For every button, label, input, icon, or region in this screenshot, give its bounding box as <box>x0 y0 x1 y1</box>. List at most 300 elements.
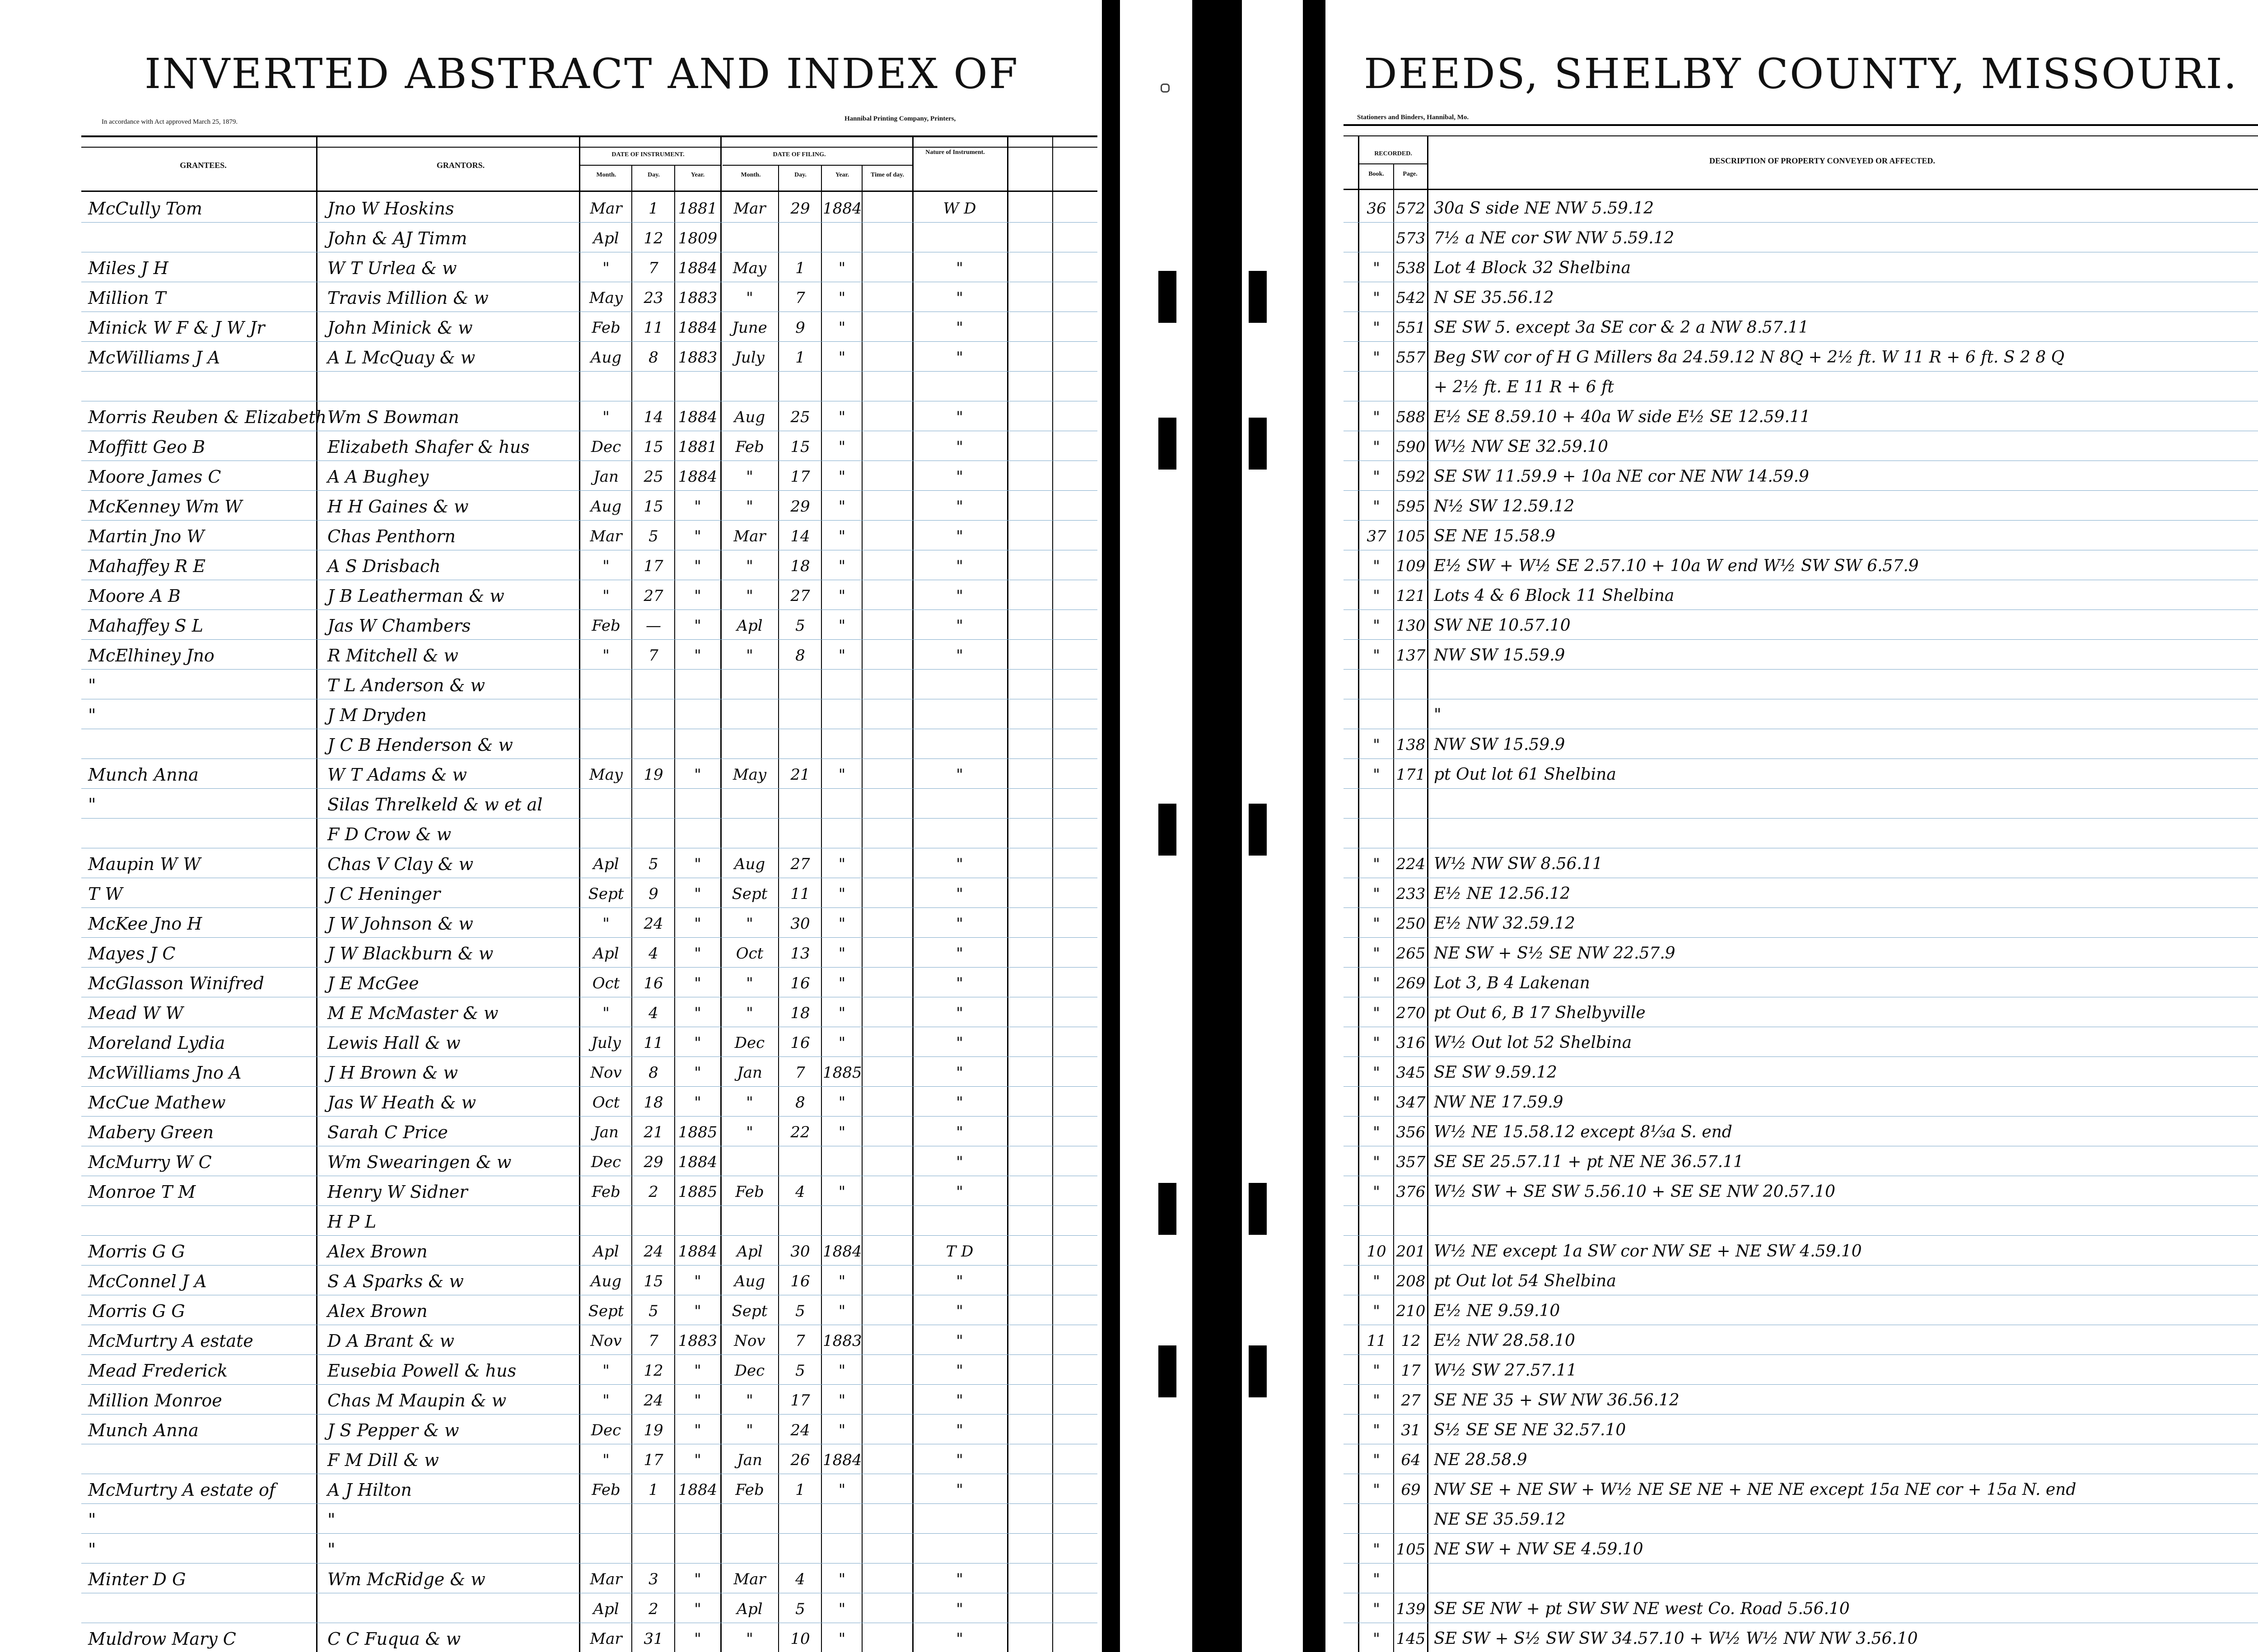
page-cell: 137 <box>1396 647 1426 665</box>
grantee-cell <box>88 227 314 248</box>
book-cell <box>1360 674 1393 695</box>
description-cell: W½ NW SE 32.59.10 <box>1434 437 1608 456</box>
description-cell: E½ NE 9.59.10 <box>1434 1302 1560 1320</box>
instrument-day-cell: 29 <box>644 1153 663 1171</box>
filing-day-cell: 16 <box>790 1272 810 1290</box>
description-cell: SE SE 25.57.11 + pt NE NE 36.57.11 <box>1434 1153 1744 1171</box>
filing-day-cell: 14 <box>790 527 810 545</box>
page-cell <box>1395 1210 1427 1232</box>
grantor-cell: Henry W Sidner <box>327 1182 468 1202</box>
table-row <box>0 1627 1097 1649</box>
filing-day-cell <box>780 733 821 755</box>
grantor-cell: Chas V Clay & w <box>327 854 474 874</box>
instrument-day-cell <box>633 376 674 397</box>
grantee-cell <box>88 733 314 755</box>
filing-year-cell: " <box>838 527 846 545</box>
ruled-line <box>1344 490 2258 491</box>
grantor-cell: Travis Million & w <box>327 288 489 308</box>
filing-day-cell: 7 <box>795 1064 805 1082</box>
ruled-line <box>1344 1235 2258 1236</box>
instrument-year-cell: " <box>694 647 701 665</box>
description-cell: SE SE NW + pt SW SW NE west Co. Road 5.56.10 <box>1434 1600 1850 1618</box>
instrument-month-cell: Jan <box>593 468 619 486</box>
description-cell: W½ SW 27.57.11 <box>1434 1361 1577 1380</box>
filing-year-cell: " <box>838 1004 846 1022</box>
nature-cell: " <box>956 647 963 665</box>
filing-year-cell: " <box>838 408 846 426</box>
punch-hole <box>1249 804 1267 856</box>
book-cell: " <box>1373 1004 1380 1022</box>
filing-year-cell <box>823 674 861 695</box>
grantor-cell: J C Heninger <box>327 884 441 904</box>
book-cell: " <box>1373 1272 1380 1290</box>
grantor-cell: H P L <box>327 1212 377 1232</box>
description-cell: S½ SE SE NE 32.57.10 <box>1434 1421 1626 1439</box>
description-cell: Lot 3, B 4 Lakenan <box>1434 974 1590 992</box>
instrument-year-cell: 1809 <box>678 229 718 247</box>
grantor-cell: H H Gaines & w <box>327 497 469 517</box>
ruled-line <box>1344 1533 2258 1534</box>
filing-day-cell: 1 <box>795 349 805 367</box>
filing-day-cell: 26 <box>790 1451 810 1469</box>
filing-year-cell <box>823 1210 861 1232</box>
page-cell: 588 <box>1396 408 1426 426</box>
inst-year-header: Year. <box>690 172 705 178</box>
instrument-year-cell: " <box>694 974 701 992</box>
book-cell: " <box>1373 974 1380 992</box>
ruled-line <box>1344 1563 2258 1564</box>
page-cell <box>1395 674 1427 695</box>
book-cell <box>1360 1508 1393 1530</box>
filing-day-cell: 8 <box>795 1094 805 1112</box>
page-header: Page. <box>1403 171 1418 177</box>
filing-month-cell: " <box>746 1421 753 1439</box>
table-row <box>1325 763 2258 785</box>
instrument-day-cell: 8 <box>648 1064 658 1082</box>
filing-day-cell: 17 <box>790 1391 810 1410</box>
filing-day-cell <box>780 823 821 844</box>
filing-year-cell: " <box>838 1272 846 1290</box>
grantee-cell: Minick W F & J W Jr <box>88 318 265 338</box>
description-cell: Lots 4 & 6 Block 11 Shelbina <box>1434 586 1675 605</box>
table-row <box>1325 1597 2258 1619</box>
ruled-line <box>81 1056 1097 1057</box>
book-cell: " <box>1373 1481 1380 1499</box>
grantor-cell: D A Brant & w <box>327 1331 455 1351</box>
page-cell <box>1395 793 1427 814</box>
filing-month-cell <box>723 703 777 725</box>
grantor-cell: C C Fuqua & w <box>327 1629 461 1649</box>
filing-year-cell: " <box>838 319 846 337</box>
instrument-month-cell <box>582 733 630 755</box>
table-row <box>0 1121 1097 1142</box>
description-cell: N½ SW 12.59.12 <box>1434 497 1575 516</box>
description-cell: SE NE 15.58.9 <box>1434 527 1556 545</box>
description-cell: NE 28.58.9 <box>1434 1451 1527 1469</box>
filing-month-cell: Dec <box>734 1362 765 1380</box>
table-row <box>1325 614 2258 636</box>
grantor-cell: W T Urlea & w <box>327 258 457 278</box>
table-row <box>0 882 1097 904</box>
filing-month-cell <box>723 376 777 397</box>
filing-year-cell: " <box>838 1481 846 1499</box>
grantor-cell: Alex Brown <box>327 1301 428 1321</box>
grantee-cell: Moore A B <box>88 586 181 606</box>
instrument-month-cell: " <box>602 1004 610 1022</box>
punch-hole <box>1158 418 1176 470</box>
filing-month-cell: " <box>746 1123 753 1141</box>
book-cell: " <box>1373 1570 1380 1588</box>
instrument-month-cell <box>582 376 630 397</box>
filing-day-cell: 30 <box>790 1242 810 1261</box>
filing-month-cell: " <box>746 647 753 665</box>
grantee-cell: Million T <box>88 288 166 308</box>
description-cell: + 2½ ft. E 11 R + 6 ft <box>1434 378 1614 396</box>
nature-cell: " <box>956 587 963 605</box>
instrument-year-cell <box>676 703 719 725</box>
table-row <box>1325 1538 2258 1559</box>
book-cell: " <box>1373 557 1380 575</box>
punch-hole <box>1249 271 1267 323</box>
inst-day-header: Day. <box>648 172 660 178</box>
filing-day-cell <box>780 1150 821 1172</box>
page-cell: 130 <box>1396 617 1426 635</box>
filing-day-cell: 9 <box>795 319 805 337</box>
ruled-line <box>1344 1503 2258 1504</box>
table-row <box>0 1508 1097 1530</box>
table-row <box>0 1597 1097 1619</box>
nature-cell <box>914 1210 1005 1232</box>
grantee-cell: McElhiney Jno <box>88 646 215 665</box>
left-page-title: INVERTED ABSTRACT AND INDEX OF <box>145 50 1019 98</box>
page-cell: 538 <box>1396 259 1426 277</box>
grantee-cell: Moreland Lydia <box>88 1033 225 1053</box>
instrument-month-cell: " <box>602 587 610 605</box>
book-cell: " <box>1373 408 1380 426</box>
book-cell: " <box>1373 259 1380 277</box>
instrument-day-cell: 4 <box>648 945 658 963</box>
table-row <box>0 256 1097 278</box>
filing-year-cell: 1884 <box>823 200 862 218</box>
nature-cell: " <box>956 408 963 426</box>
filing-year-cell: " <box>838 587 846 605</box>
table-row <box>1325 197 2258 219</box>
table-row <box>0 197 1097 219</box>
filing-year-cell: " <box>838 349 846 367</box>
instrument-day-cell: 3 <box>648 1570 658 1588</box>
instrument-year-cell: " <box>694 498 701 516</box>
filing-year-cell: " <box>838 885 846 903</box>
filing-year-cell: " <box>838 438 846 456</box>
filing-month-cell: " <box>746 915 753 933</box>
filing-day-cell <box>780 227 821 248</box>
nature-cell: " <box>956 1153 963 1171</box>
instrument-year-cell: " <box>694 1391 701 1410</box>
instrument-month-cell: " <box>602 1391 610 1410</box>
nature-cell: " <box>956 1004 963 1022</box>
filing-month-cell: May <box>732 766 767 784</box>
nature-cell: " <box>956 1272 963 1290</box>
book-cell: " <box>1373 1391 1380 1410</box>
ruled-line <box>81 788 1097 789</box>
instrument-year-cell: 1884 <box>678 408 718 426</box>
grantor-cell: Wm McRidge & w <box>327 1569 485 1589</box>
filing-year-cell: 1884 <box>823 1242 862 1261</box>
page-cell <box>1395 703 1427 725</box>
nature-cell: " <box>956 1600 963 1618</box>
description-cell: E½ SE 8.59.10 + 40a W side E½ SE 12.59.11 <box>1434 408 1810 426</box>
grantee-cell: McWilliams Jno A <box>88 1063 242 1083</box>
grantor-cell <box>327 1597 580 1619</box>
table-row <box>0 1001 1097 1023</box>
ruled-line <box>1344 818 2258 819</box>
page-cell: 138 <box>1396 736 1426 754</box>
filing-day-cell <box>780 1210 821 1232</box>
table-row <box>0 525 1097 546</box>
table-row <box>0 733 1097 755</box>
book-cell <box>1360 227 1393 248</box>
instrument-day-cell: 11 <box>644 319 663 337</box>
table-row <box>0 1240 1097 1261</box>
grantee-cell: Morris G G <box>88 1301 185 1321</box>
page-cell: 139 <box>1396 1600 1426 1618</box>
filing-month-cell: Dec <box>734 1034 765 1052</box>
table-row <box>1325 1359 2258 1381</box>
table-row <box>1325 316 2258 338</box>
table-row <box>0 614 1097 636</box>
table-row <box>1325 1478 2258 1500</box>
punch-hole <box>1158 804 1176 856</box>
filing-day-cell: 8 <box>795 647 805 665</box>
grantee-cell <box>88 1597 314 1619</box>
filing-year-cell: " <box>838 1302 846 1320</box>
instrument-day-cell: 2 <box>648 1183 658 1201</box>
filing-day-cell: 7 <box>795 289 805 307</box>
book-cell: " <box>1373 1362 1380 1380</box>
instrument-year-cell <box>676 1210 719 1232</box>
instrument-day-cell: 12 <box>644 229 663 247</box>
instrument-month-cell: Feb <box>592 617 620 635</box>
page-cell: 542 <box>1396 289 1426 307</box>
grantee-cell: McMurtry A estate of <box>88 1480 275 1500</box>
filing-month-cell: " <box>746 1094 753 1112</box>
description-cell: W½ SW + SE SW 5.56.10 + SE SE NW 20.57.10 <box>1434 1182 1836 1201</box>
filing-month-cell: Mar <box>733 527 766 545</box>
filing-month-cell: Aug <box>734 1272 765 1290</box>
nature-cell: " <box>956 1391 963 1410</box>
filing-year-cell: " <box>838 647 846 665</box>
grantee-cell: " <box>88 795 96 814</box>
right-ledger-page <box>1325 0 2258 1652</box>
page-cell <box>1395 376 1427 397</box>
grantee-cell: Mahaffey S L <box>88 616 203 636</box>
page-cell: 105 <box>1396 1540 1426 1559</box>
instrument-year-cell: 1883 <box>678 1332 718 1350</box>
filing-year-cell <box>823 227 861 248</box>
punch-hole <box>1249 1183 1267 1235</box>
description-cell: NE SW + S½ SE NW 22.57.9 <box>1434 944 1675 963</box>
table-row <box>0 227 1097 248</box>
punch-hole <box>1249 1345 1267 1397</box>
instrument-month-cell: Oct <box>592 974 620 992</box>
filing-month-cell: Mar <box>733 200 766 218</box>
table-row <box>0 1270 1097 1291</box>
stationer-notice: Stationers and Binders, Hannibal, Mo. <box>1357 114 1469 121</box>
instrument-month-cell: Apl <box>593 855 619 873</box>
table-row <box>1325 584 2258 606</box>
instrument-year-cell <box>676 1538 719 1559</box>
grantee-cell: Moffitt Geo B <box>88 437 205 457</box>
grantor-cell: J C B Henderson & w <box>327 735 513 755</box>
instrument-year-cell <box>676 1508 719 1530</box>
filing-month-cell: Aug <box>734 408 765 426</box>
ruled-line <box>81 639 1097 640</box>
description-cell: E½ NW 28.58.10 <box>1434 1331 1575 1350</box>
ruled-line <box>81 371 1097 372</box>
table-row <box>1325 1389 2258 1410</box>
nature-cell: W D <box>943 200 976 218</box>
grantor-cell: Lewis Hall & w <box>327 1033 461 1053</box>
grantor-cell: Jas W Chambers <box>327 616 471 636</box>
grantee-cell: Miles J H <box>88 258 168 278</box>
filing-day-cell <box>780 1508 821 1530</box>
grantee-cell: Munch Anna <box>88 765 199 785</box>
grantee-cell: Martin Jno W <box>88 526 205 546</box>
description-cell: E½ NW 32.59.12 <box>1434 914 1575 933</box>
table-row <box>0 1538 1097 1559</box>
table-row <box>0 376 1097 397</box>
instrument-day-cell: 1 <box>648 200 658 218</box>
description-cell: N SE 35.56.12 <box>1434 289 1554 307</box>
instrument-day-cell: 17 <box>644 1451 663 1469</box>
table-row <box>1325 1508 2258 1530</box>
filing-month-cell: Oct <box>736 945 764 963</box>
grantor-cell: Eusebia Powell & hus <box>327 1361 517 1381</box>
instrument-year-cell: " <box>694 915 701 933</box>
instrument-day-cell <box>633 674 674 695</box>
file-year-header: Year. <box>835 172 849 178</box>
filing-month-cell <box>723 674 777 695</box>
page-cell: 269 <box>1396 974 1426 992</box>
instrument-year-cell <box>676 793 719 814</box>
instrument-day-cell: 25 <box>644 468 663 486</box>
nature-cell: " <box>956 557 963 575</box>
instrument-month-cell: " <box>602 408 610 426</box>
filing-day-cell: 5 <box>795 1600 805 1618</box>
filing-year-cell: " <box>838 945 846 963</box>
grantee-cell: Muldrow Mary C <box>88 1629 236 1649</box>
instrument-year-cell: " <box>694 1064 701 1082</box>
book-cell: " <box>1373 1064 1380 1082</box>
filing-month-cell: " <box>746 587 753 605</box>
instrument-month-cell: Apl <box>593 1242 619 1261</box>
nature-cell: " <box>956 1094 963 1112</box>
table-row <box>0 495 1097 517</box>
filing-year-cell <box>823 376 861 397</box>
grantor-cell: F M Dill & w <box>327 1450 439 1470</box>
filing-month-cell <box>723 793 777 814</box>
nature-cell: " <box>956 259 963 277</box>
table-row <box>1325 465 2258 487</box>
ruled-line <box>1344 907 2258 908</box>
grantee-cell: McConnel J A <box>88 1271 207 1291</box>
filing-day-cell: 18 <box>790 557 810 575</box>
book-header: Book. <box>1368 171 1384 177</box>
ruled-line <box>81 520 1097 521</box>
instrument-month-cell: Feb <box>592 319 620 337</box>
description-cell: W½ Out lot 52 Shelbina <box>1434 1033 1632 1052</box>
book-cell: " <box>1373 1123 1380 1141</box>
punch-hole <box>1158 1183 1176 1235</box>
nature-cell <box>914 227 1005 248</box>
grantor-cell: A S Drisbach <box>327 556 441 576</box>
nature-cell: " <box>956 1421 963 1439</box>
nature-cell: " <box>956 498 963 516</box>
table-row <box>0 286 1097 308</box>
instrument-month-cell <box>582 1538 630 1559</box>
instrument-day-cell: 5 <box>648 855 658 873</box>
instrument-year-cell: " <box>694 885 701 903</box>
filing-year-cell: " <box>838 1094 846 1112</box>
book-cell: " <box>1373 438 1380 456</box>
table-row <box>1325 793 2258 814</box>
description-header: DESCRIPTION OF PROPERTY CONVEYED OR AFFECTED. <box>1709 156 1936 165</box>
nature-cell: " <box>956 468 963 486</box>
description-cell: E½ SW + W½ SE 2.57.10 + 10a W end W½ SW SW 6.57.9 <box>1434 557 1919 575</box>
book-cell <box>1360 793 1393 814</box>
instrument-day-cell: — <box>646 617 661 635</box>
grantor-cell: A J Hilton <box>327 1480 412 1500</box>
nature-cell: " <box>956 945 963 963</box>
instrument-month-cell: Mar <box>590 1570 622 1588</box>
instrument-year-cell: 1884 <box>678 468 718 486</box>
grantee-cell: " <box>88 1540 96 1559</box>
table-row <box>1325 435 2258 457</box>
instrument-day-cell: 9 <box>648 885 658 903</box>
instrument-year-cell: 1881 <box>678 438 718 456</box>
grantor-cell: J S Pepper & w <box>327 1420 459 1440</box>
instrument-month-cell: Apl <box>593 945 619 963</box>
instrument-month-cell: Aug <box>590 349 622 367</box>
filing-year-cell: " <box>838 1391 846 1410</box>
description-cell: Lot 4 Block 32 Shelbina <box>1434 259 1631 277</box>
filing-month-cell: Sept <box>732 1302 768 1320</box>
nature-cell <box>914 793 1005 814</box>
instrument-day-cell: 5 <box>648 527 658 545</box>
ruled-line <box>81 669 1097 670</box>
grantor-cell: Sarah C Price <box>327 1122 448 1142</box>
table-row <box>0 584 1097 606</box>
table-row <box>0 554 1097 576</box>
nature-cell: " <box>956 1064 963 1082</box>
filing-day-cell <box>780 793 821 814</box>
grantee-cell <box>88 376 314 397</box>
instrument-year-cell: " <box>694 855 701 873</box>
nature-cell <box>914 823 1005 844</box>
grantee-cell: McKee Jno H <box>88 914 202 934</box>
grantee-cell: McCully Tom <box>88 199 202 219</box>
grantor-cell: John Minick & w <box>327 318 473 338</box>
book-cell: " <box>1373 1600 1380 1618</box>
ruled-line <box>81 1205 1097 1206</box>
instrument-year-cell: 1881 <box>678 200 718 218</box>
ruled-line <box>1344 371 2258 372</box>
instrument-day-cell: 24 <box>644 1391 663 1410</box>
page-cell: 590 <box>1396 438 1426 456</box>
instrument-month-cell: Sept <box>588 885 624 903</box>
filing-year-cell <box>823 793 861 814</box>
filing-year-cell: " <box>838 1362 846 1380</box>
